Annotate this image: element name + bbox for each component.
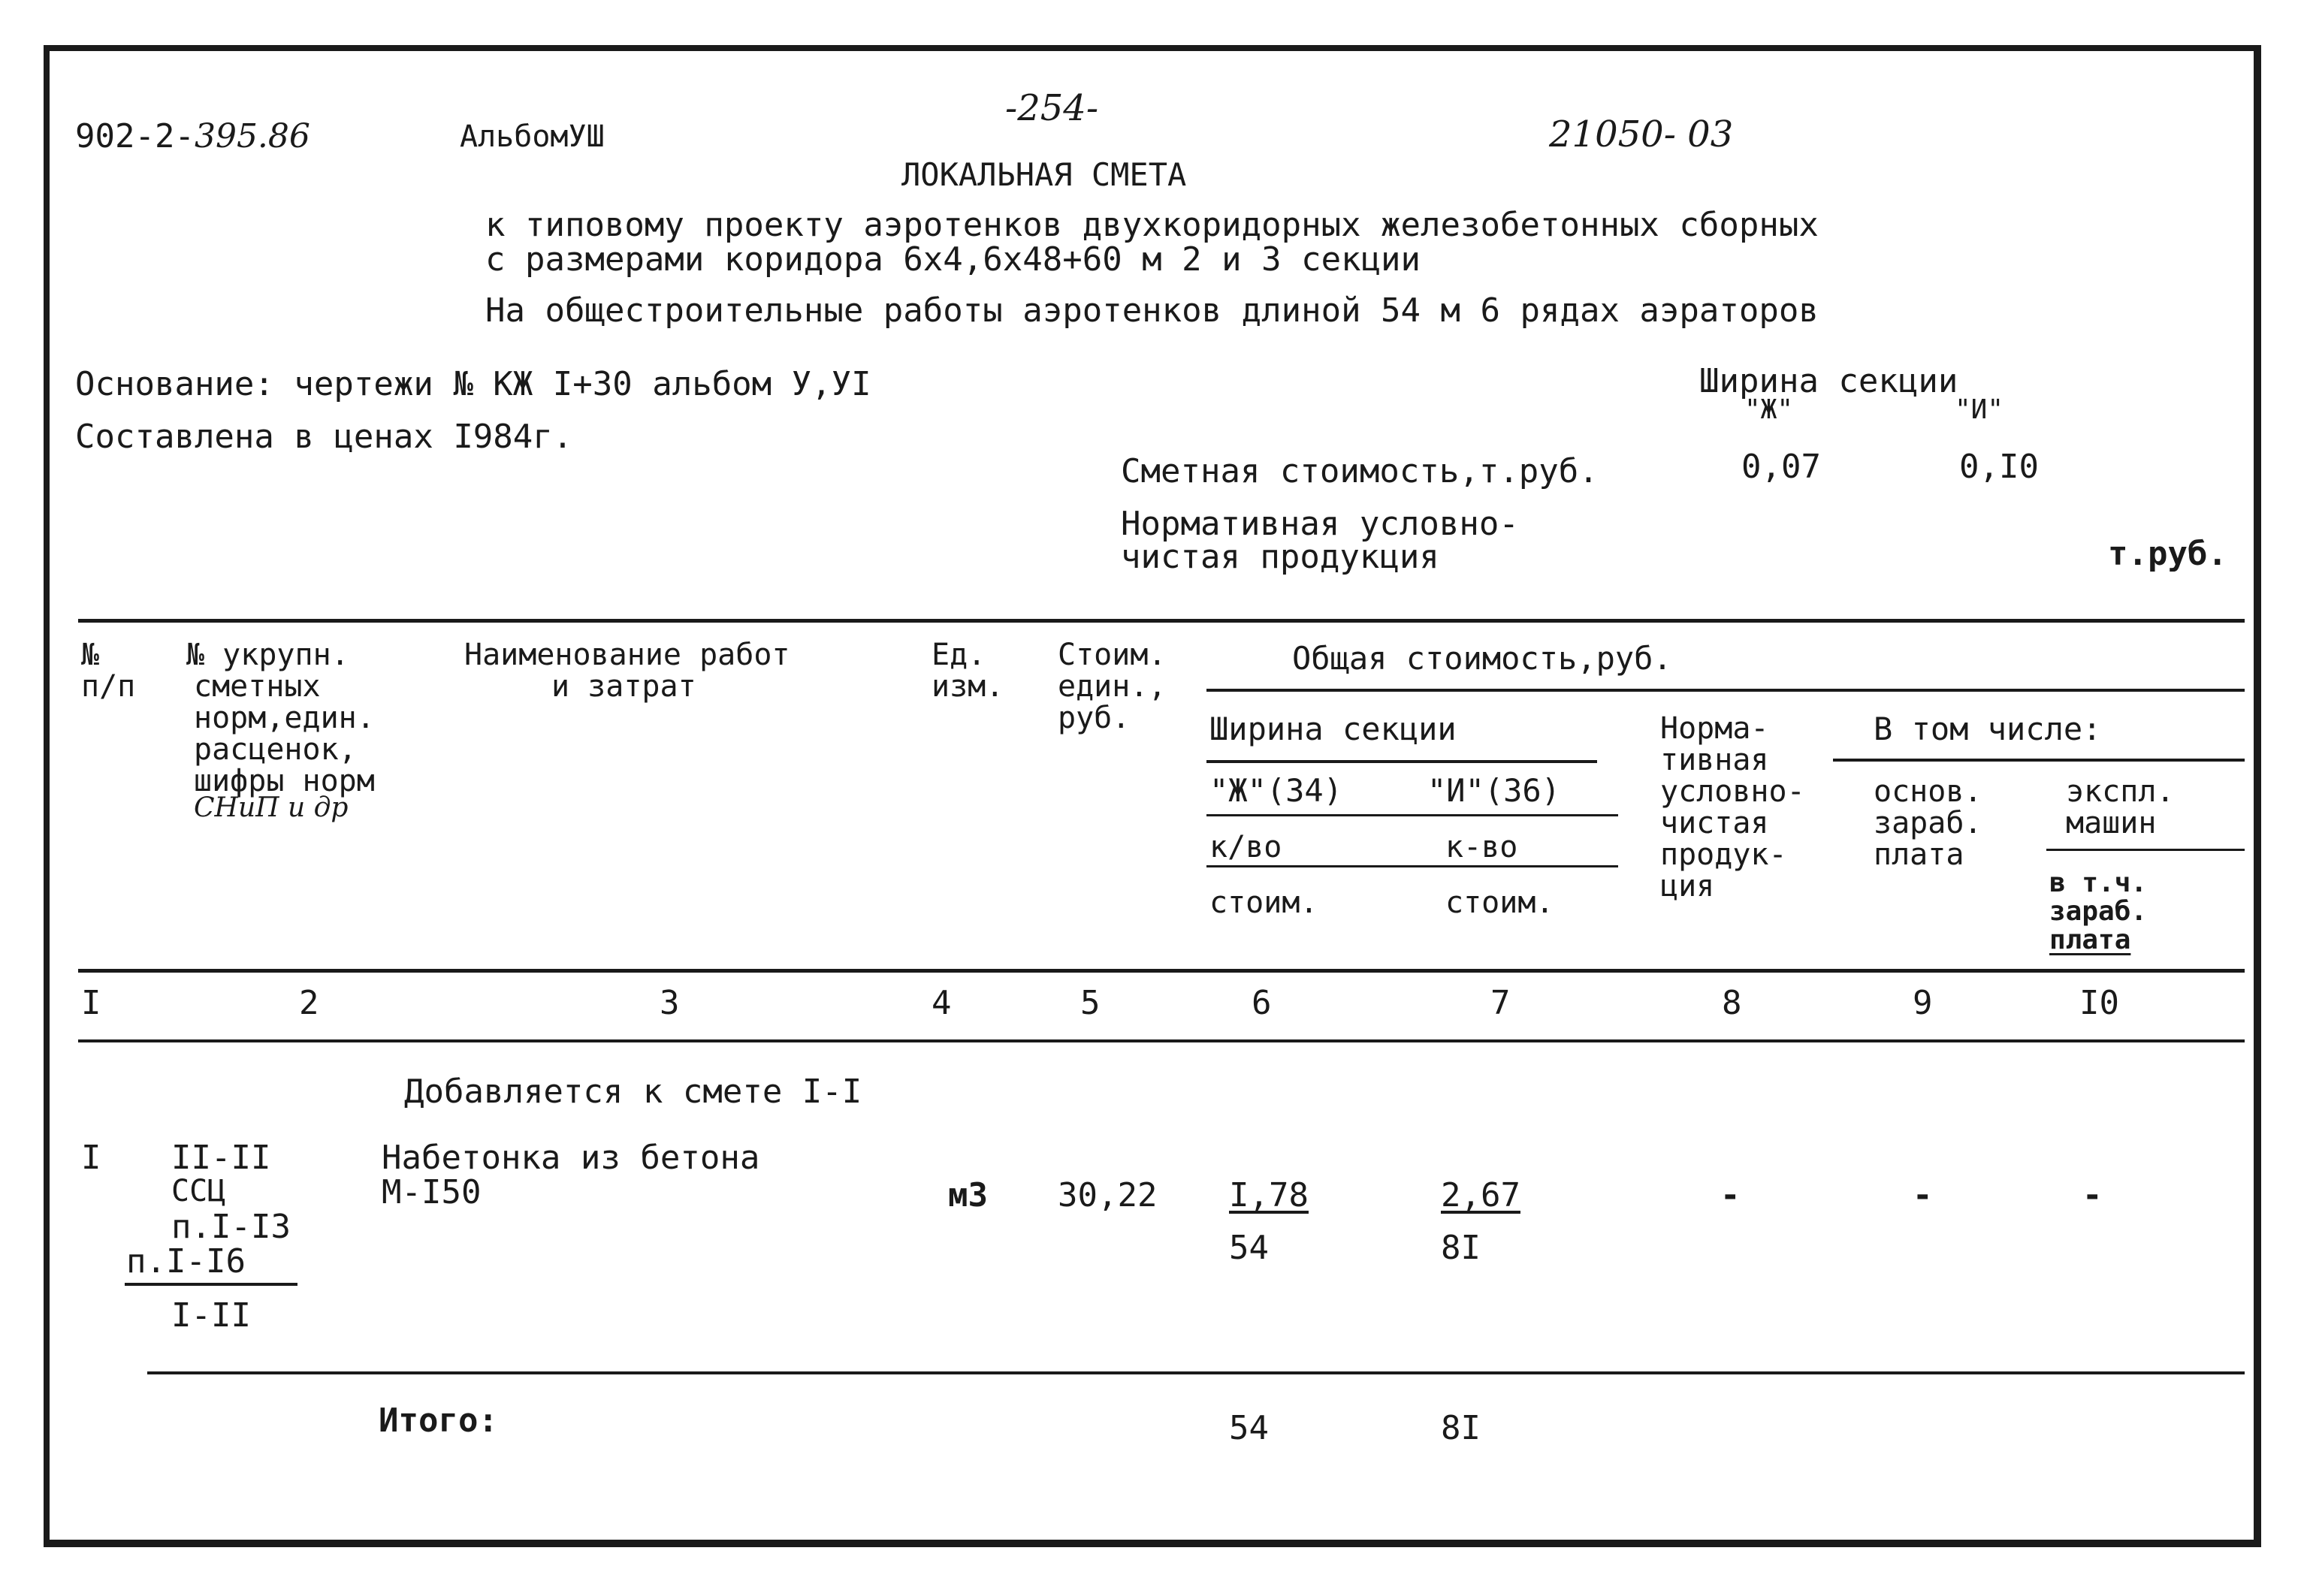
header-code-5: шифры норм	[194, 764, 375, 798]
row-name-2: М-I50	[382, 1173, 482, 1211]
row-machines: -	[2082, 1176, 2103, 1214]
header-i: "И"(36)	[1427, 772, 1561, 809]
page-number: -254-	[1005, 87, 1099, 129]
header-normative-5: продук-	[1660, 837, 1787, 872]
header-unit-2: изм.	[932, 669, 1004, 704]
row-name-1: Набетонка из бетона	[382, 1139, 760, 1177]
section-i-label: "И"	[1955, 394, 2004, 425]
header-name-2: и затрат	[551, 669, 696, 704]
row-normative: -	[1720, 1176, 1741, 1214]
header-basepay-3: плата	[1874, 837, 1964, 872]
col-number: I	[81, 984, 101, 1022]
header-num-1: №	[81, 638, 100, 672]
col-number: I0	[2079, 984, 2119, 1022]
header-cost-zh: стоим.	[1209, 885, 1318, 920]
estimated-cost-zh: 0,07	[1741, 448, 1821, 486]
normative-label-1: Нормативная условно-	[1121, 505, 1519, 543]
row-code-5: I-II	[171, 1296, 251, 1335]
col-number: 3	[660, 984, 680, 1022]
normative-label-2: чистая продукция	[1121, 538, 1439, 576]
col-number: 4	[932, 984, 952, 1022]
rule-under-zh-i	[1206, 814, 1618, 816]
header-unitcost-2: един.,	[1058, 669, 1167, 704]
rule-above-total	[147, 1371, 2245, 1374]
header-normative-1: Норма-	[1660, 711, 1769, 746]
doc-number: 21050- 03	[1549, 113, 1734, 155]
header-num-2: п/п	[81, 669, 136, 704]
header-name-1: Наименование работ	[464, 638, 790, 672]
header-machines-4: зараб.	[2049, 896, 2148, 927]
col-number: 7	[1490, 984, 1511, 1022]
header-incl: В том числе:	[1874, 711, 2102, 747]
rule-under-total-cost	[1206, 689, 2245, 692]
header-normative-3: условно-	[1660, 774, 1805, 809]
row-unit-cost: 30,22	[1058, 1176, 1158, 1214]
row-qty-zh: I,78	[1229, 1176, 1309, 1214]
header-machines-3: в т.ч.	[2049, 867, 2148, 898]
unit-label: т.руб.	[2108, 535, 2227, 573]
header-code-3: норм,един.	[194, 701, 375, 735]
rule-under-incl	[1833, 759, 2245, 762]
header-code-1: № укрупн.	[186, 638, 349, 672]
row-qty-i: 2,67	[1441, 1176, 1520, 1214]
col-number: 8	[1722, 984, 1742, 1022]
rule-under-qty	[1206, 865, 1618, 867]
page-title: ЛОКАЛЬНАЯ СМЕТА	[901, 156, 1187, 193]
estimated-cost-i: 0,I0	[1959, 448, 2039, 486]
header-unitcost-3: руб.	[1058, 701, 1131, 735]
col-number: 9	[1913, 984, 1933, 1022]
header-cost-i: стоим.	[1445, 885, 1554, 920]
table-top-rule	[78, 619, 2245, 623]
rule-above-col-numbers	[78, 969, 2245, 973]
header-qty-zh: к/во	[1209, 830, 1282, 864]
total-zh: 54	[1229, 1409, 1269, 1447]
doc-code: 902-2-395.86	[75, 117, 310, 155]
row-code-1: II-II	[171, 1139, 271, 1177]
rule-below-col-numbers	[78, 1039, 2245, 1042]
header-code-hw: СНиП и др	[194, 792, 349, 823]
subtitle-line-2: с размерами коридора 6х4,6х48+60 м 2 и 3 секции	[485, 240, 1421, 279]
rule-under-machines	[2046, 849, 2245, 851]
basis-text: Основание: чертежи № КЖ I+30 альбом У,УI	[75, 365, 871, 403]
row-num: I	[81, 1139, 101, 1177]
header-machines-1: экспл.	[2066, 774, 2175, 809]
section-width-label: Ширина секции	[1699, 362, 1958, 400]
subtitle-line-1: к типовому проекту аэротенков двухкоридорных железобетонных сборных	[485, 206, 1819, 244]
row-code-divider	[125, 1283, 297, 1286]
subtitle-line-3: На общестроительные работы аэротенков длиной 54 м 6 рядах аэраторов	[485, 291, 1819, 330]
row-base-pay: -	[1913, 1176, 1933, 1214]
album-label: АльбомУШ	[460, 119, 605, 154]
total-i: 8I	[1441, 1409, 1481, 1447]
col-number: 2	[299, 984, 319, 1022]
header-total-cost: Общая стоимость,руб.	[1292, 640, 1672, 677]
estimated-cost-label: Сметная стоимость,т.руб.	[1121, 452, 1599, 490]
row-code-4: п.I-I6	[126, 1242, 246, 1281]
header-section-width: Ширина секции	[1209, 711, 1457, 747]
rule-under-section-width	[1206, 760, 1597, 763]
row-code-3: п.I-I3	[171, 1208, 291, 1246]
row-unit: м3	[948, 1176, 988, 1214]
header-code-2: сметных	[194, 669, 321, 704]
row-cost-i: 8I	[1441, 1229, 1481, 1267]
section-title: Добавляется к смете I-I	[404, 1073, 862, 1111]
header-machines-2: машин	[2066, 806, 2157, 840]
header-qty-i: к-во	[1445, 830, 1518, 864]
header-unitcost-1: Стоим.	[1058, 638, 1167, 672]
header-basepay-2: зараб.	[1874, 806, 1982, 840]
total-label: Итого:	[379, 1401, 498, 1440]
header-zh: "Ж"(34)	[1209, 772, 1343, 809]
col-number: 6	[1252, 984, 1272, 1022]
header-normative-2: тивная	[1660, 743, 1769, 777]
header-basepay-1: основ.	[1874, 774, 1982, 809]
header-unit-1: Ед.	[932, 638, 986, 672]
header-normative-6: ция	[1660, 869, 1715, 904]
row-cost-zh: 54	[1229, 1229, 1269, 1267]
header-machines-5: плата	[2049, 925, 2131, 955]
row-code-2: ССЦ	[171, 1174, 226, 1208]
header-code-4: расценок,	[194, 732, 357, 767]
section-zh-label: "Ж"	[1744, 394, 1794, 425]
header-normative-4: чистая	[1660, 806, 1769, 840]
prices-text: Составлена в ценах I984г.	[75, 418, 573, 456]
col-number: 5	[1080, 984, 1101, 1022]
